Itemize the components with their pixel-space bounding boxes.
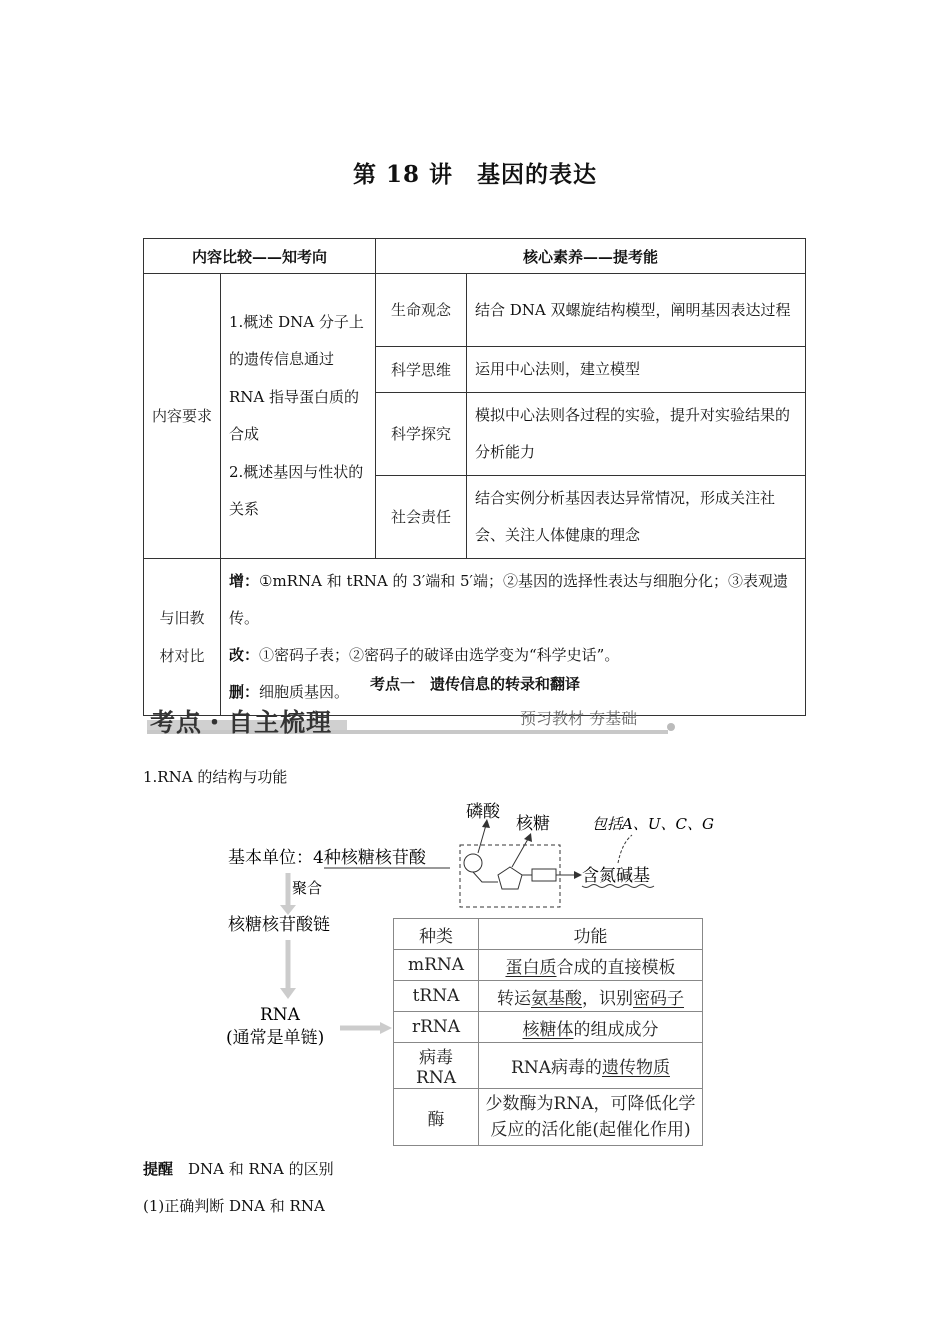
arrow-head bbox=[280, 988, 296, 999]
table-row: mRNA 蛋白质合成的直接模板 bbox=[394, 950, 703, 981]
col-header: 功能 bbox=[479, 919, 703, 950]
textbook-comparison: 增：①mRNA 和 tRNA 的 3′端和 5′端；②基因的选择性表达与细胞分化；③表观遗传。 改：①密码子表；②密码子的破译由选学变为“科学史话”。 删：细胞质基因。 bbox=[221, 559, 806, 716]
includes-note: 包括A、U、C、G bbox=[592, 815, 714, 833]
tip: 提醒 DNA 和 RNA 的区别 bbox=[143, 1160, 334, 1178]
literacy-name: 社会责任 bbox=[376, 476, 467, 559]
arrow-head bbox=[280, 905, 296, 915]
literacy-desc: 模拟中心法则各过程的实验，提升对实验结果的分析能力 bbox=[467, 393, 806, 476]
ribose-pentagon bbox=[498, 867, 522, 889]
literacy-desc: 结合 DNA 双螺旋结构模型，阐明基因表达过程 bbox=[467, 274, 806, 347]
rna-label: RNA bbox=[260, 1005, 300, 1025]
base-rect bbox=[532, 869, 556, 881]
literacy-name: 科学思维 bbox=[376, 347, 467, 393]
row-label-compare: 与旧教材对比 bbox=[144, 559, 221, 716]
literacy-name: 生命观念 bbox=[376, 274, 467, 347]
row-label-content: 内容要求 bbox=[144, 274, 221, 559]
table-row: 病毒RNA RNA病毒的遗传物质 bbox=[394, 1043, 703, 1089]
chain-label: 核糖核苷酸链 bbox=[228, 915, 330, 935]
base-label: 含氮碱基 bbox=[582, 866, 650, 886]
pointer-line bbox=[478, 825, 486, 853]
section-title: 考点一 遗传信息的转录和翻译 bbox=[369, 675, 580, 693]
paragraph: (1)正确判断 DNA 和 RNA bbox=[143, 1197, 325, 1215]
rna-note: (通常是单链) bbox=[226, 1028, 325, 1048]
page-title: 第 18 讲 基因的表达 bbox=[352, 161, 598, 188]
table-row: 酶 少数酶为RNA，可降低化学 反应的活化能(起催化作用) bbox=[394, 1089, 703, 1146]
ribose-label: 核糖 bbox=[516, 814, 550, 834]
rna-function-table bbox=[393, 918, 703, 1146]
literacy-desc: 结合实例分析基因表达异常情况，形成关注社会、关注人体健康的理念 bbox=[467, 476, 806, 559]
polymerize-label: 聚合 bbox=[292, 879, 323, 897]
col-header: 种类 bbox=[394, 919, 479, 950]
pointer-line bbox=[512, 839, 528, 867]
arrow-head bbox=[380, 1022, 392, 1034]
phosphate-label: 磷酸 bbox=[466, 802, 500, 822]
table-row: tRNA 转运氨基酸，识别密码子 bbox=[394, 981, 703, 1012]
heading-rna-structure: 1.RNA 的结构与功能 bbox=[143, 768, 288, 786]
dashed-pointer bbox=[618, 835, 632, 863]
banner-title: 考点・自主梳理 bbox=[150, 708, 333, 737]
requirement-item: 1.概述 DNA 分子上的遗传信息通过 RNA 指导蛋白质的合成 bbox=[229, 312, 364, 443]
header-left: 内容比较——知考向 bbox=[144, 239, 376, 274]
arrow-head bbox=[524, 833, 532, 842]
bond bbox=[473, 872, 498, 882]
requirements-table bbox=[143, 238, 806, 716]
basic-unit-label: 基本单位：4种核糖核苷酸 bbox=[228, 848, 426, 868]
banner-subtitle: 预习教材 夯基础 bbox=[520, 709, 638, 728]
arrow-head bbox=[574, 871, 582, 879]
content-requirements bbox=[221, 274, 376, 559]
header-right: 核心素养——提考能 bbox=[376, 239, 806, 274]
phosphate-circle bbox=[464, 854, 482, 872]
literacy-name: 科学探究 bbox=[376, 393, 467, 476]
literacy-desc: 运用中心法则，建立模型 bbox=[467, 347, 806, 393]
table-row: rRNA 核糖体的组成成分 bbox=[394, 1012, 703, 1043]
requirement-item: 2.概述基因与性状的关系 bbox=[229, 462, 364, 518]
